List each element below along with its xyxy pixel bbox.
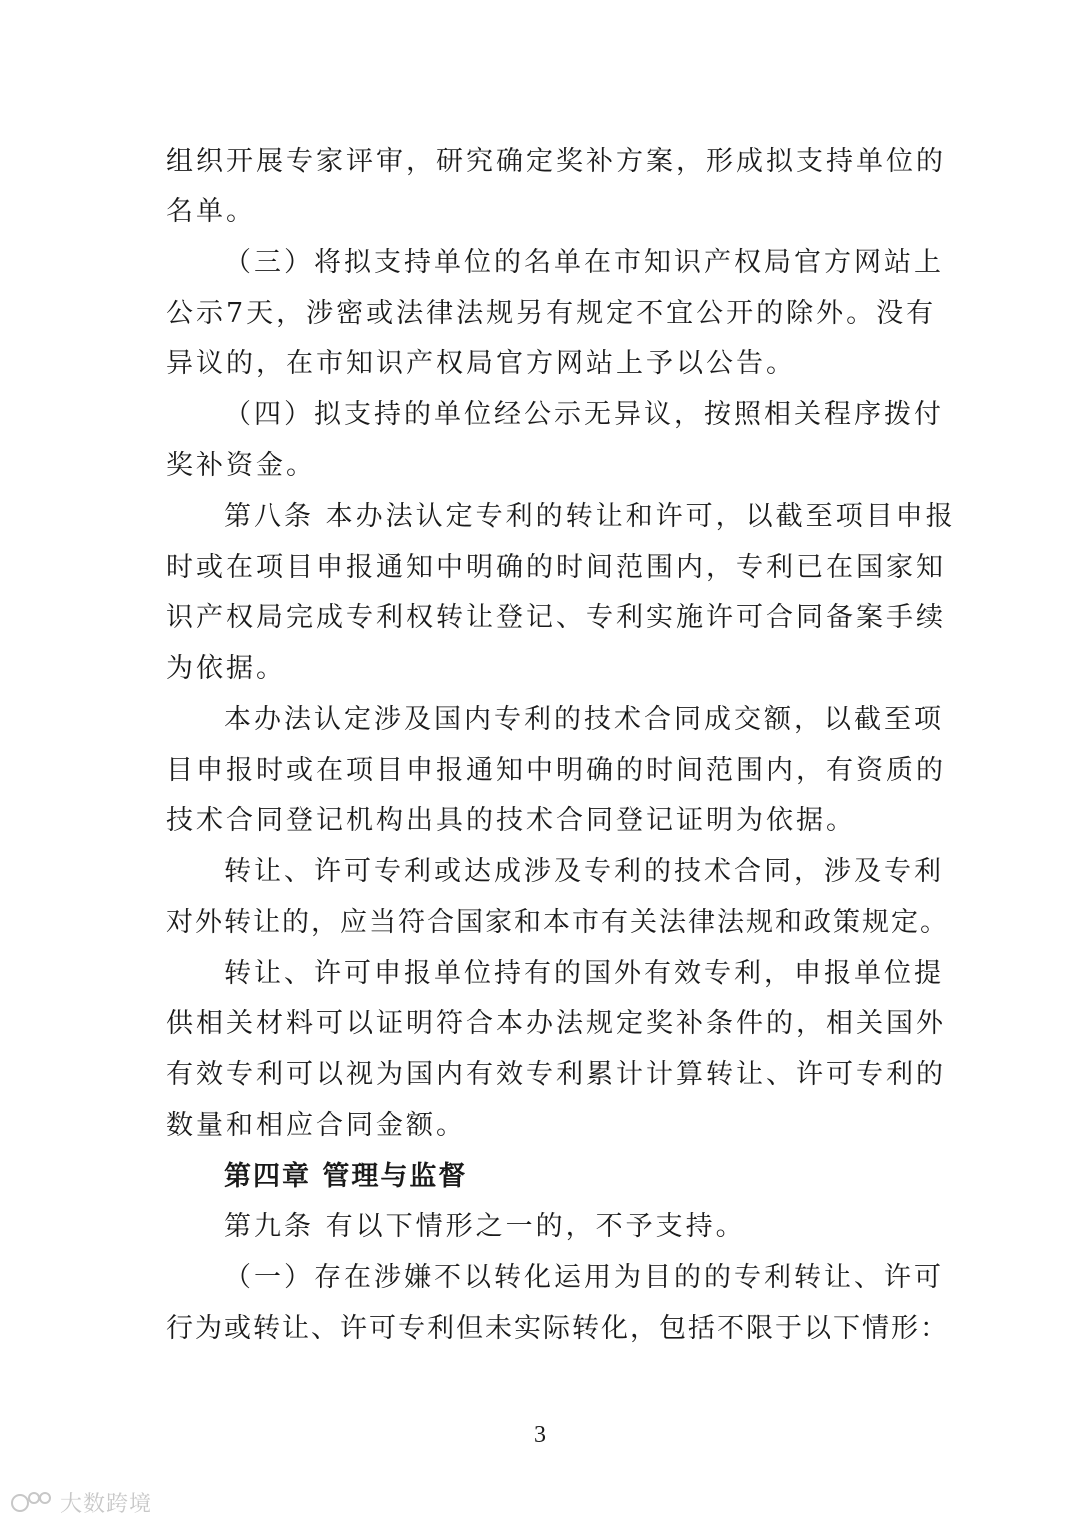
paragraph-line: 名单。 <box>166 196 256 227</box>
paragraph-line: 时或在项目申报通知中明确的时间范围内，专利已在国家知 <box>166 552 946 583</box>
paragraph-line: 奖补资金。 <box>166 450 316 481</box>
watermark-logo-icon <box>10 1488 54 1518</box>
paragraph-line: 数量和相应合同金额。 <box>166 1110 466 1141</box>
paragraph-line: 目申报时或在项目申报通知中明确的时间范围内，有资质的 <box>166 755 946 786</box>
paragraph-line: 本办法认定涉及国内专利的技术合同成交额，以截至项 <box>224 704 944 735</box>
paragraph-line: 行为或转让、许可专利但未实际转化，包括不限于以下情形： <box>166 1313 949 1344</box>
paragraph-line: 组织开展专家评审，研究确定奖补方案，形成拟支持单位的 <box>166 146 946 177</box>
article-line: 第八条 本办法认定专利的转让和许可，以截至项目申报 <box>224 501 956 532</box>
paragraph-line: （一）存在涉嫌不以转化运用为目的的专利转让、许可 <box>224 1262 944 1293</box>
paragraph-line: （三）将拟支持单位的名单在市知识产权局官方网站上 <box>224 247 944 278</box>
paragraph-line: 异议的，在市知识产权局官方网站上予以公告。 <box>166 348 796 379</box>
paragraph-line: 技术合同登记机构出具的技术合同登记证明为依据。 <box>166 805 856 836</box>
paragraph-line: （四）拟支持的单位经公示无异议，按照相关程序拨付 <box>224 399 944 430</box>
paragraph-line: 有效专利可以视为国内有效专利累计计算转让、许可专利的 <box>166 1059 946 1090</box>
paragraph-line: 转让、许可申报单位持有的国外有效专利，申报单位提 <box>224 958 944 989</box>
article-line: 第九条 有以下情形之一的，不予支持。 <box>224 1211 746 1242</box>
paragraph-line: 公示7天，涉密或法律法规另有规定不宜公开的除外。没有 <box>166 298 937 329</box>
chapter-heading: 第四章 管理与监督 <box>224 1161 468 1192</box>
paragraph-line: 识产权局完成专利权转让登记、专利实施许可合同备案手续 <box>166 602 946 633</box>
paragraph-line: 为依据。 <box>166 653 286 684</box>
watermark-text: 大数跨境 <box>60 1492 153 1517</box>
page-number: 3 <box>534 1422 546 1448</box>
paragraph-line: 供相关材料可以证明符合本办法规定奖补条件的，相关国外 <box>166 1008 946 1039</box>
watermark <box>10 1487 152 1518</box>
paragraph-line: 转让、许可专利或达成涉及专利的技术合同，涉及专利 <box>224 856 944 887</box>
paragraph-line: 对外转让的，应当符合国家和本市有关法律法规和政策规定。 <box>166 907 949 938</box>
